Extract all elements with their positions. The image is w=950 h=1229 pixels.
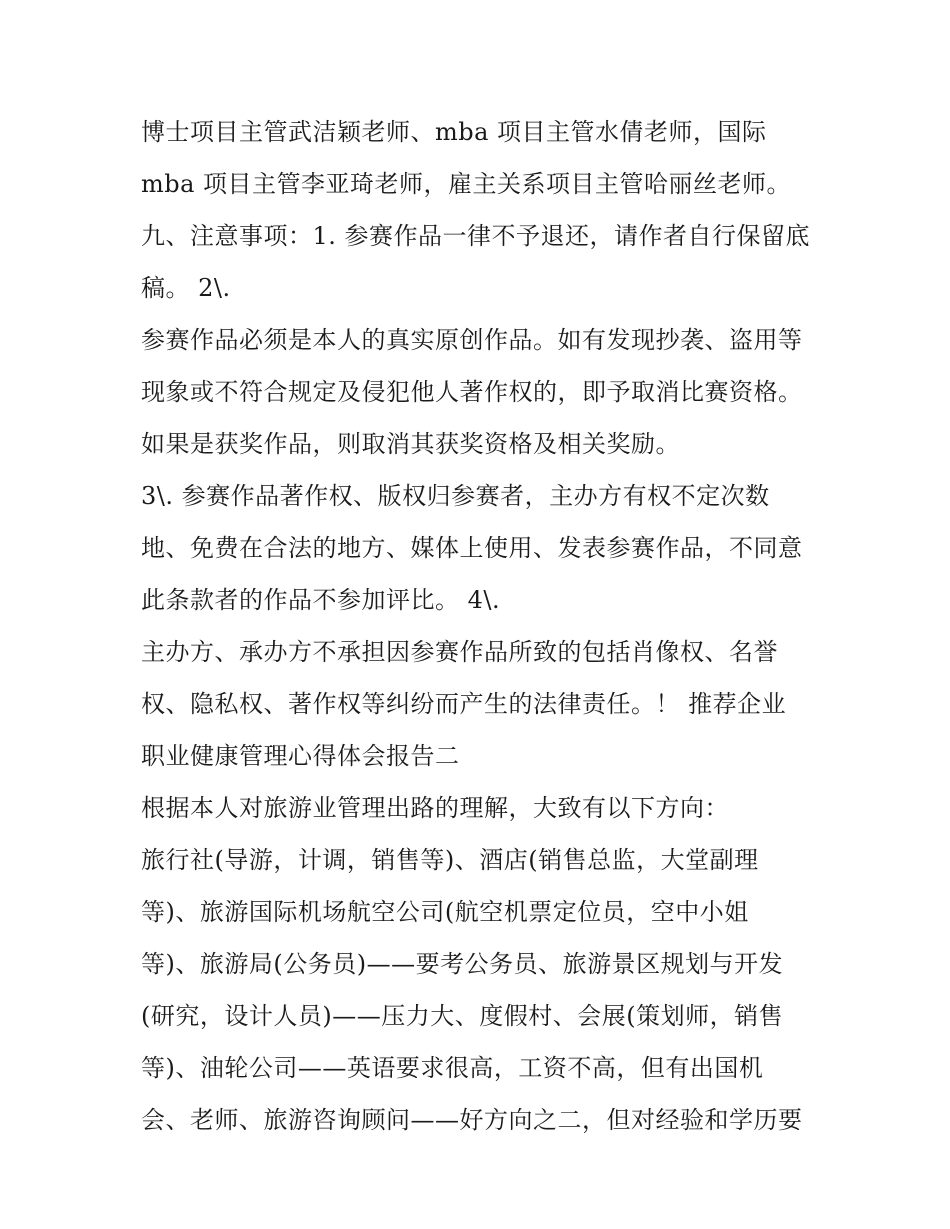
text-line: 等)、旅游国际机场航空公司(航空机票定位员，空中小姐: [141, 898, 749, 926]
text-line: mba 项目主管李亚琦老师，雇主关系项目主管哈丽丝老师。: [141, 170, 792, 198]
text-line: 旅行社(导游，计调，销售等)、酒店(销售总监，大堂副理: [141, 846, 759, 874]
text-line: (研究，设计人员)——压力大、度假村、会展(策划师，销售: [141, 1002, 784, 1030]
text-line: 此条款者的作品不参加评比。 4\.: [141, 586, 501, 614]
text-line: 博士项目主管武洁颖老师、mba 项目主管水倩老师，国际: [141, 118, 767, 146]
document-body: [141, 106, 831, 1146]
text-line: 职业健康管理心得体会报告二: [141, 742, 460, 770]
text-line: 根据本人对旅游业管理出路的理解，大致有以下方向：: [141, 794, 729, 822]
text-line: 如果是获奖作品，则取消其获奖资格及相关奖励。: [141, 430, 680, 458]
text-line: 现象或不符合规定及侵犯他人著作权的，即予取消比赛资格。: [141, 378, 803, 406]
text-line: 主办方、承办方不承担因参赛作品所致的包括肖像权、名誉: [141, 638, 778, 666]
text-line: 等)、旅游局(公务员)——要考公务员、旅游景区规划与开发: [141, 950, 784, 978]
text-line: 参赛作品必须是本人的真实原创作品。如有发现抄袭、盗用等: [141, 326, 803, 354]
text-line: 等)、油轮公司——英语要求很高，工资不高，但有出国机: [141, 1054, 764, 1082]
text-line: 九、注意事项：1. 参赛作品一律不予退还，请作者自行保留底: [141, 222, 811, 250]
text-line: 权、隐私权、著作权等纠纷而产生的法律责任。！ 推荐企业: [141, 690, 787, 718]
text-line: 3\. 参赛作品著作权、版权归参赛者，主办方有权不定次数: [141, 482, 770, 510]
text-line: 稿。 2\.: [141, 274, 231, 302]
text-line: 地、免费在合法的地方、媒体上使用、发表参赛作品，不同意: [141, 534, 803, 562]
text-line: 会、老师、旅游咨询顾问——好方向之二，但对经验和学历要: [141, 1106, 803, 1134]
